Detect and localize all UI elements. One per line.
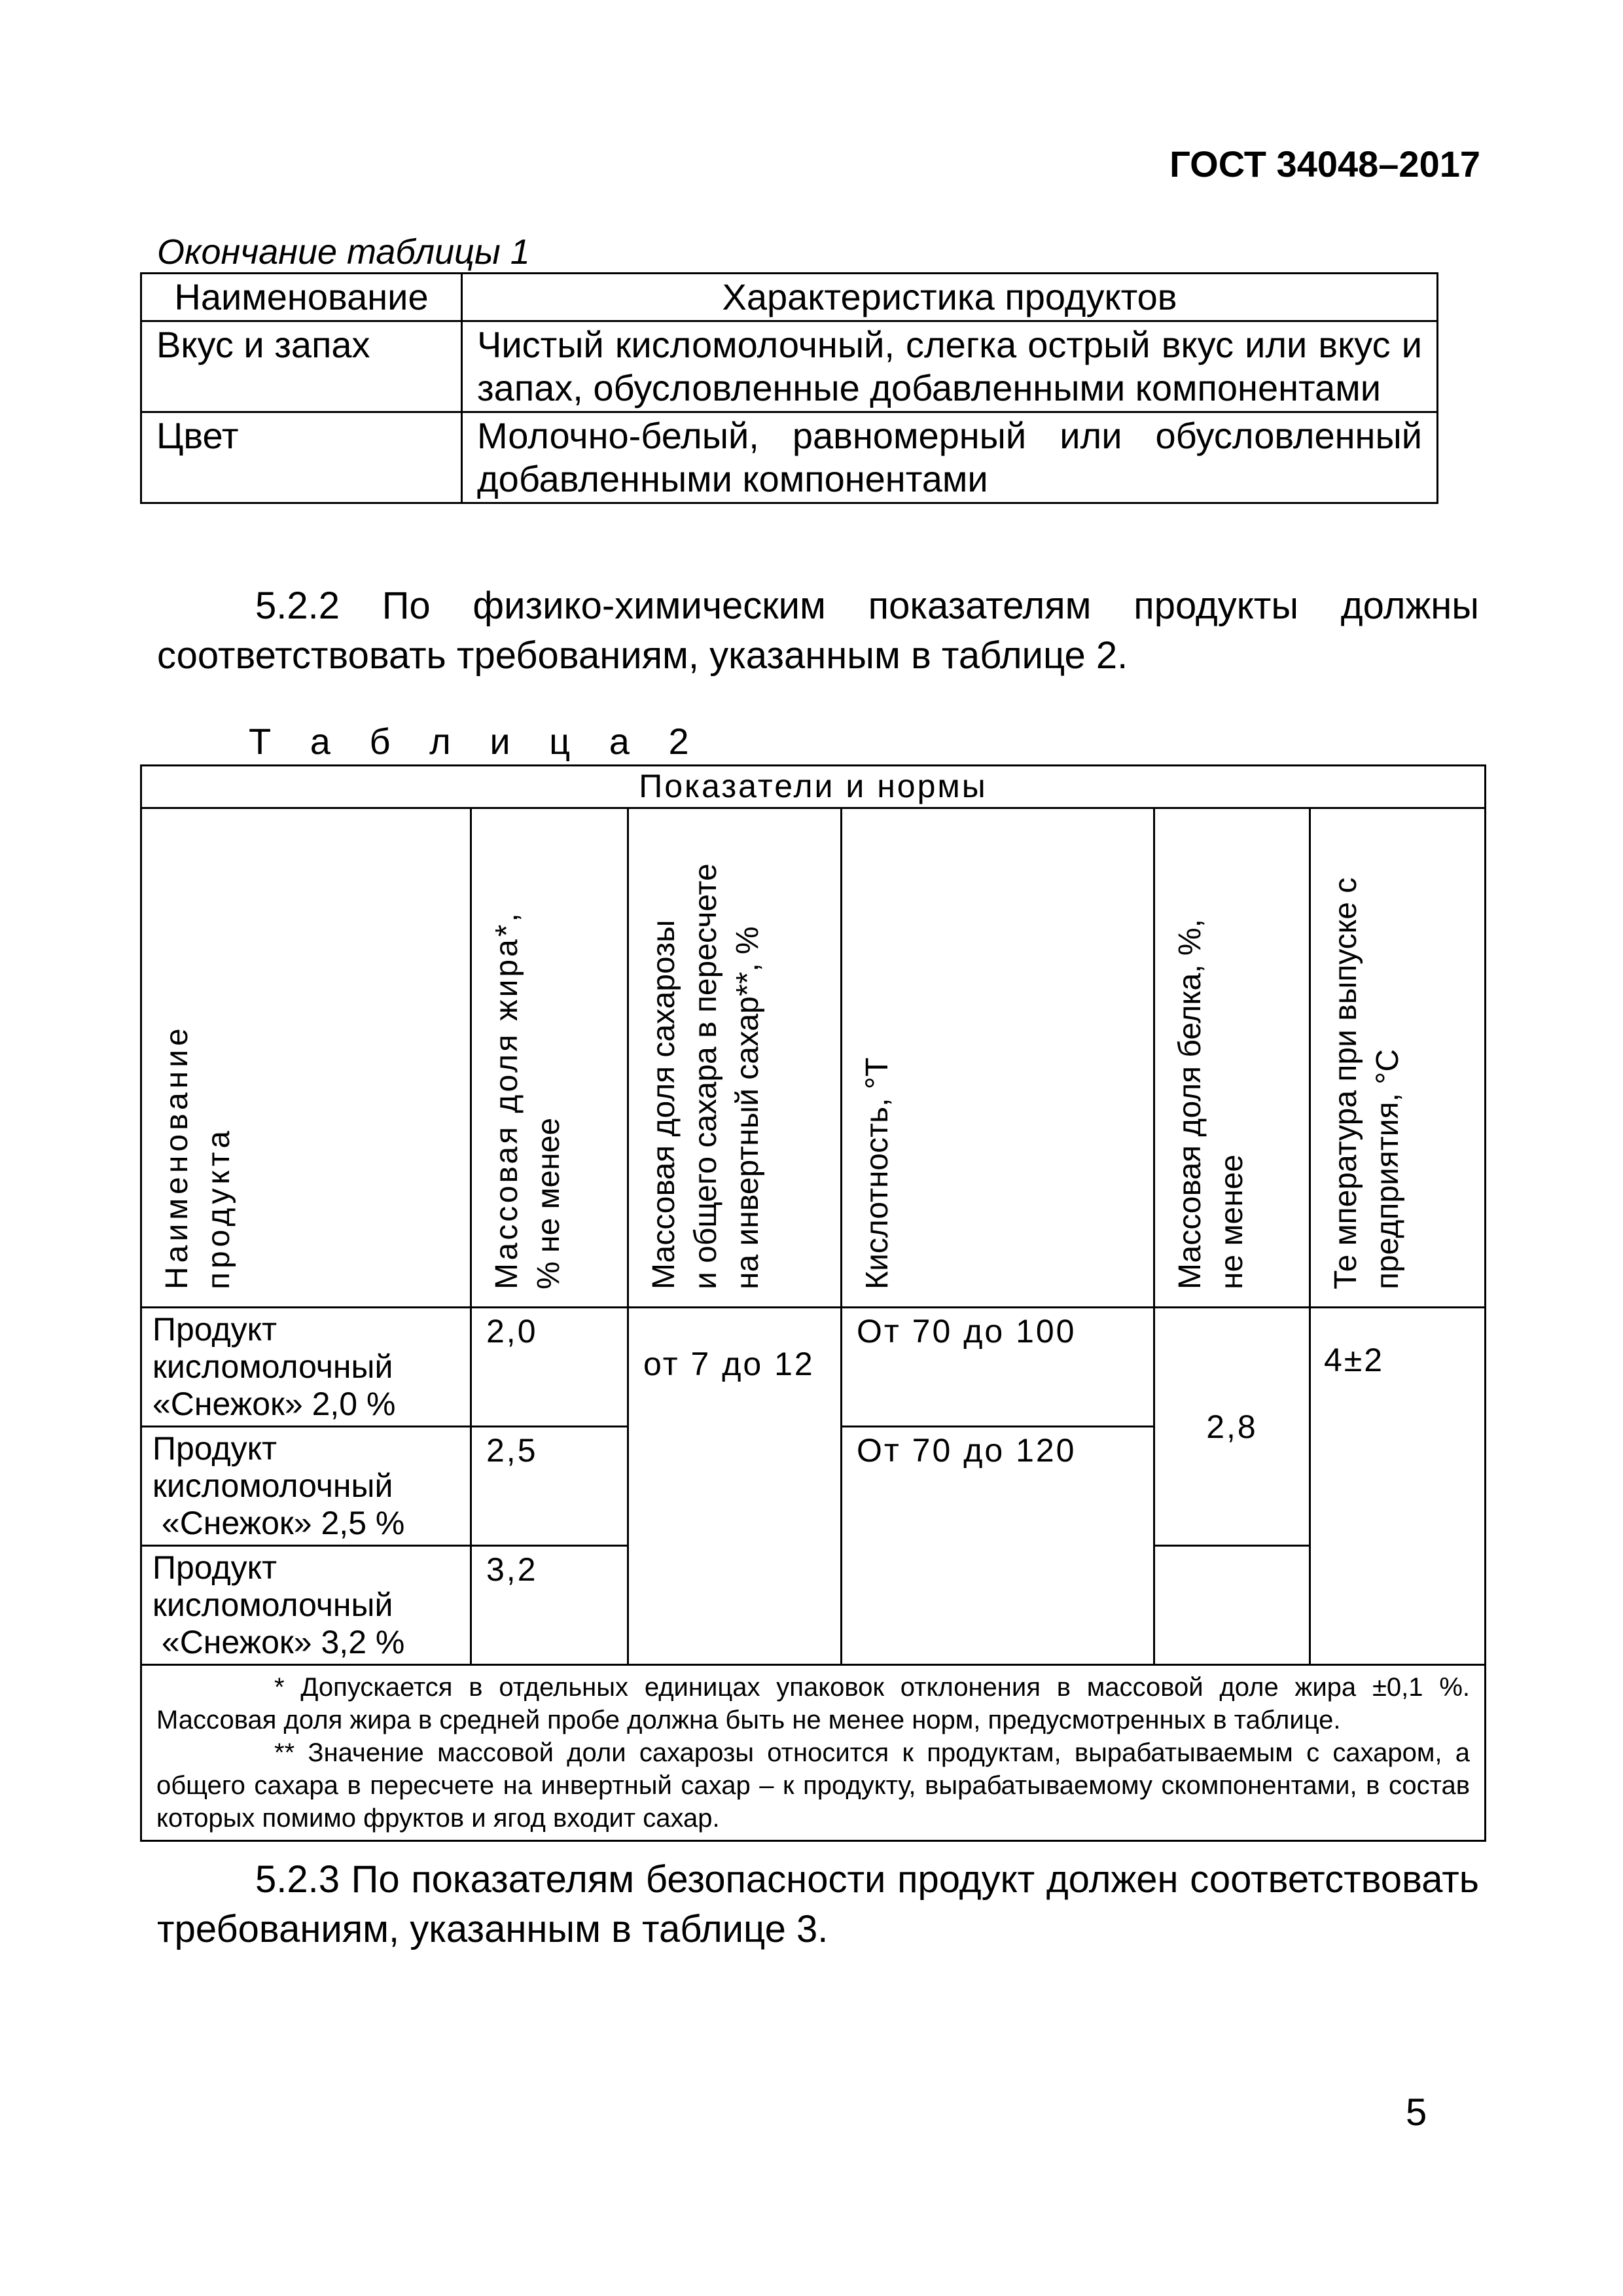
footnote-2: ** Значение массовой доли сахарозы относится к продуктам, вырабатываемым с сахаром, а общего сахара в пересчете на инвертный сахар – к продукту, вырабатываемому скомпонентами, в состав которых помимо фруктов и ягод входит сахар. xyxy=(156,1738,1471,1833)
table2-acidity-value: От 70 до 100 xyxy=(842,1308,1154,1427)
standard-number: ГОСТ 34048–2017 xyxy=(1169,143,1480,185)
table2-fat-value: 2,0 xyxy=(471,1308,628,1427)
product-name-line: «Снежок» 3,2 % xyxy=(152,1624,405,1660)
product-name-line: Продукт xyxy=(152,1430,277,1467)
table2-protein-empty xyxy=(1154,1546,1310,1665)
table2-temperature-value: 4±2 xyxy=(1310,1308,1486,1665)
table2-header-line: Массовая доля сахарозы xyxy=(647,920,681,1289)
product-name-line: «Снежок» 2,0 % xyxy=(152,1386,396,1422)
table2-header-line: Массовая доля белка, %, xyxy=(1173,919,1207,1289)
table2-header-line: Наименование xyxy=(160,1024,194,1289)
page-number: 5 xyxy=(1406,2091,1427,2134)
table1-cell-value: Молочно-белый, равномерный или обусловленный добавленными компонентами xyxy=(462,412,1438,503)
product-name-line: «Снежок» 2,5 % xyxy=(152,1505,405,1541)
product-name-line: кисломолочный xyxy=(152,1467,393,1504)
table1-cell-name: Цвет xyxy=(141,412,462,503)
table2-header-line: Кислотность, °Т xyxy=(860,1057,895,1289)
table2-fat-value: 3,2 xyxy=(471,1546,628,1665)
table1-header-row xyxy=(141,274,1438,321)
table2-header-temperature xyxy=(1310,808,1486,1308)
product-name-line: кисломолочный xyxy=(152,1587,393,1623)
table2-acidity-value: От 70 до 120 xyxy=(842,1427,1154,1665)
table2-sugar-value: от 7 до 12 xyxy=(628,1308,842,1665)
table1-col-characteristics: Характеристика продуктов xyxy=(462,274,1438,321)
table2-header-line: на инвертный сахар**, % xyxy=(730,926,765,1289)
table2-header-protein xyxy=(1154,808,1310,1308)
paragraph-5-2-2 xyxy=(157,581,1479,681)
table2-caption: Т а б л и ц а 2 xyxy=(249,721,704,762)
table1-col-name: Наименование xyxy=(141,274,462,321)
footnote-1: * Допускается в отдельных единицах упаковок отклонения в массовой доле жира ±0,1 %. Массовая доля жира в средней пробе должна быть не менее норм, предусмотренных в таблице. xyxy=(156,1673,1471,1734)
table2-fat-value: 2,5 xyxy=(471,1427,628,1546)
product-name-line: Продукт xyxy=(152,1311,277,1348)
table-row xyxy=(141,1308,1486,1427)
table2-product-name xyxy=(141,1308,471,1427)
table-row xyxy=(141,321,1438,412)
paragraph-5-2-2-text: 5.2.2 По физико-химическим показателям продукты должны соответствовать требованиям, указанным в таблице 2. xyxy=(157,584,1479,677)
table2-header-line: продукта xyxy=(202,1126,236,1289)
table2-header-name xyxy=(141,808,471,1308)
table1-caption: Окончание таблицы 1 xyxy=(157,232,530,272)
table2-protein-value: 2,8 xyxy=(1154,1308,1310,1546)
table2-header-line: % не менее xyxy=(531,1117,566,1289)
table2-group-header: Показатели и нормы xyxy=(141,766,1486,808)
paragraph-5-2-3 xyxy=(157,1855,1479,1954)
paragraph-5-2-3-text: 5.2.3 По показателям безопасности продукт должен соответствовать требованиям, указанным в таблице 3. xyxy=(157,1858,1479,1950)
table2-product-name xyxy=(141,1546,471,1665)
table2-header-row xyxy=(141,808,1486,1308)
table2-header-line: Массовая доля жира*, xyxy=(490,910,524,1289)
table-row xyxy=(141,412,1438,503)
table2-header-line: предприятия, °С xyxy=(1370,1049,1405,1289)
product-name-line: кисломолочный xyxy=(152,1348,393,1385)
table2-header-line: Те мпература при выпуске с xyxy=(1329,877,1363,1289)
table2 xyxy=(140,764,1486,1842)
table1 xyxy=(140,272,1438,504)
table2-header-fat xyxy=(471,808,628,1308)
table2-header-line: не менее xyxy=(1215,1154,1249,1289)
table2-footnotes xyxy=(141,1665,1486,1841)
table2-product-name xyxy=(141,1427,471,1546)
table2-header-line: и общего сахара в пересчете xyxy=(688,863,723,1289)
table1-cell-name: Вкус и запах xyxy=(141,321,462,412)
table2-header-sugar xyxy=(628,808,842,1308)
product-name-line: Продукт xyxy=(152,1549,277,1586)
table2-header-acidity xyxy=(842,808,1154,1308)
table1-cell-value: Чистый кисломолочный, слегка острый вкус или вкус и запах, обусловленные добавленными компонентами xyxy=(462,321,1438,412)
